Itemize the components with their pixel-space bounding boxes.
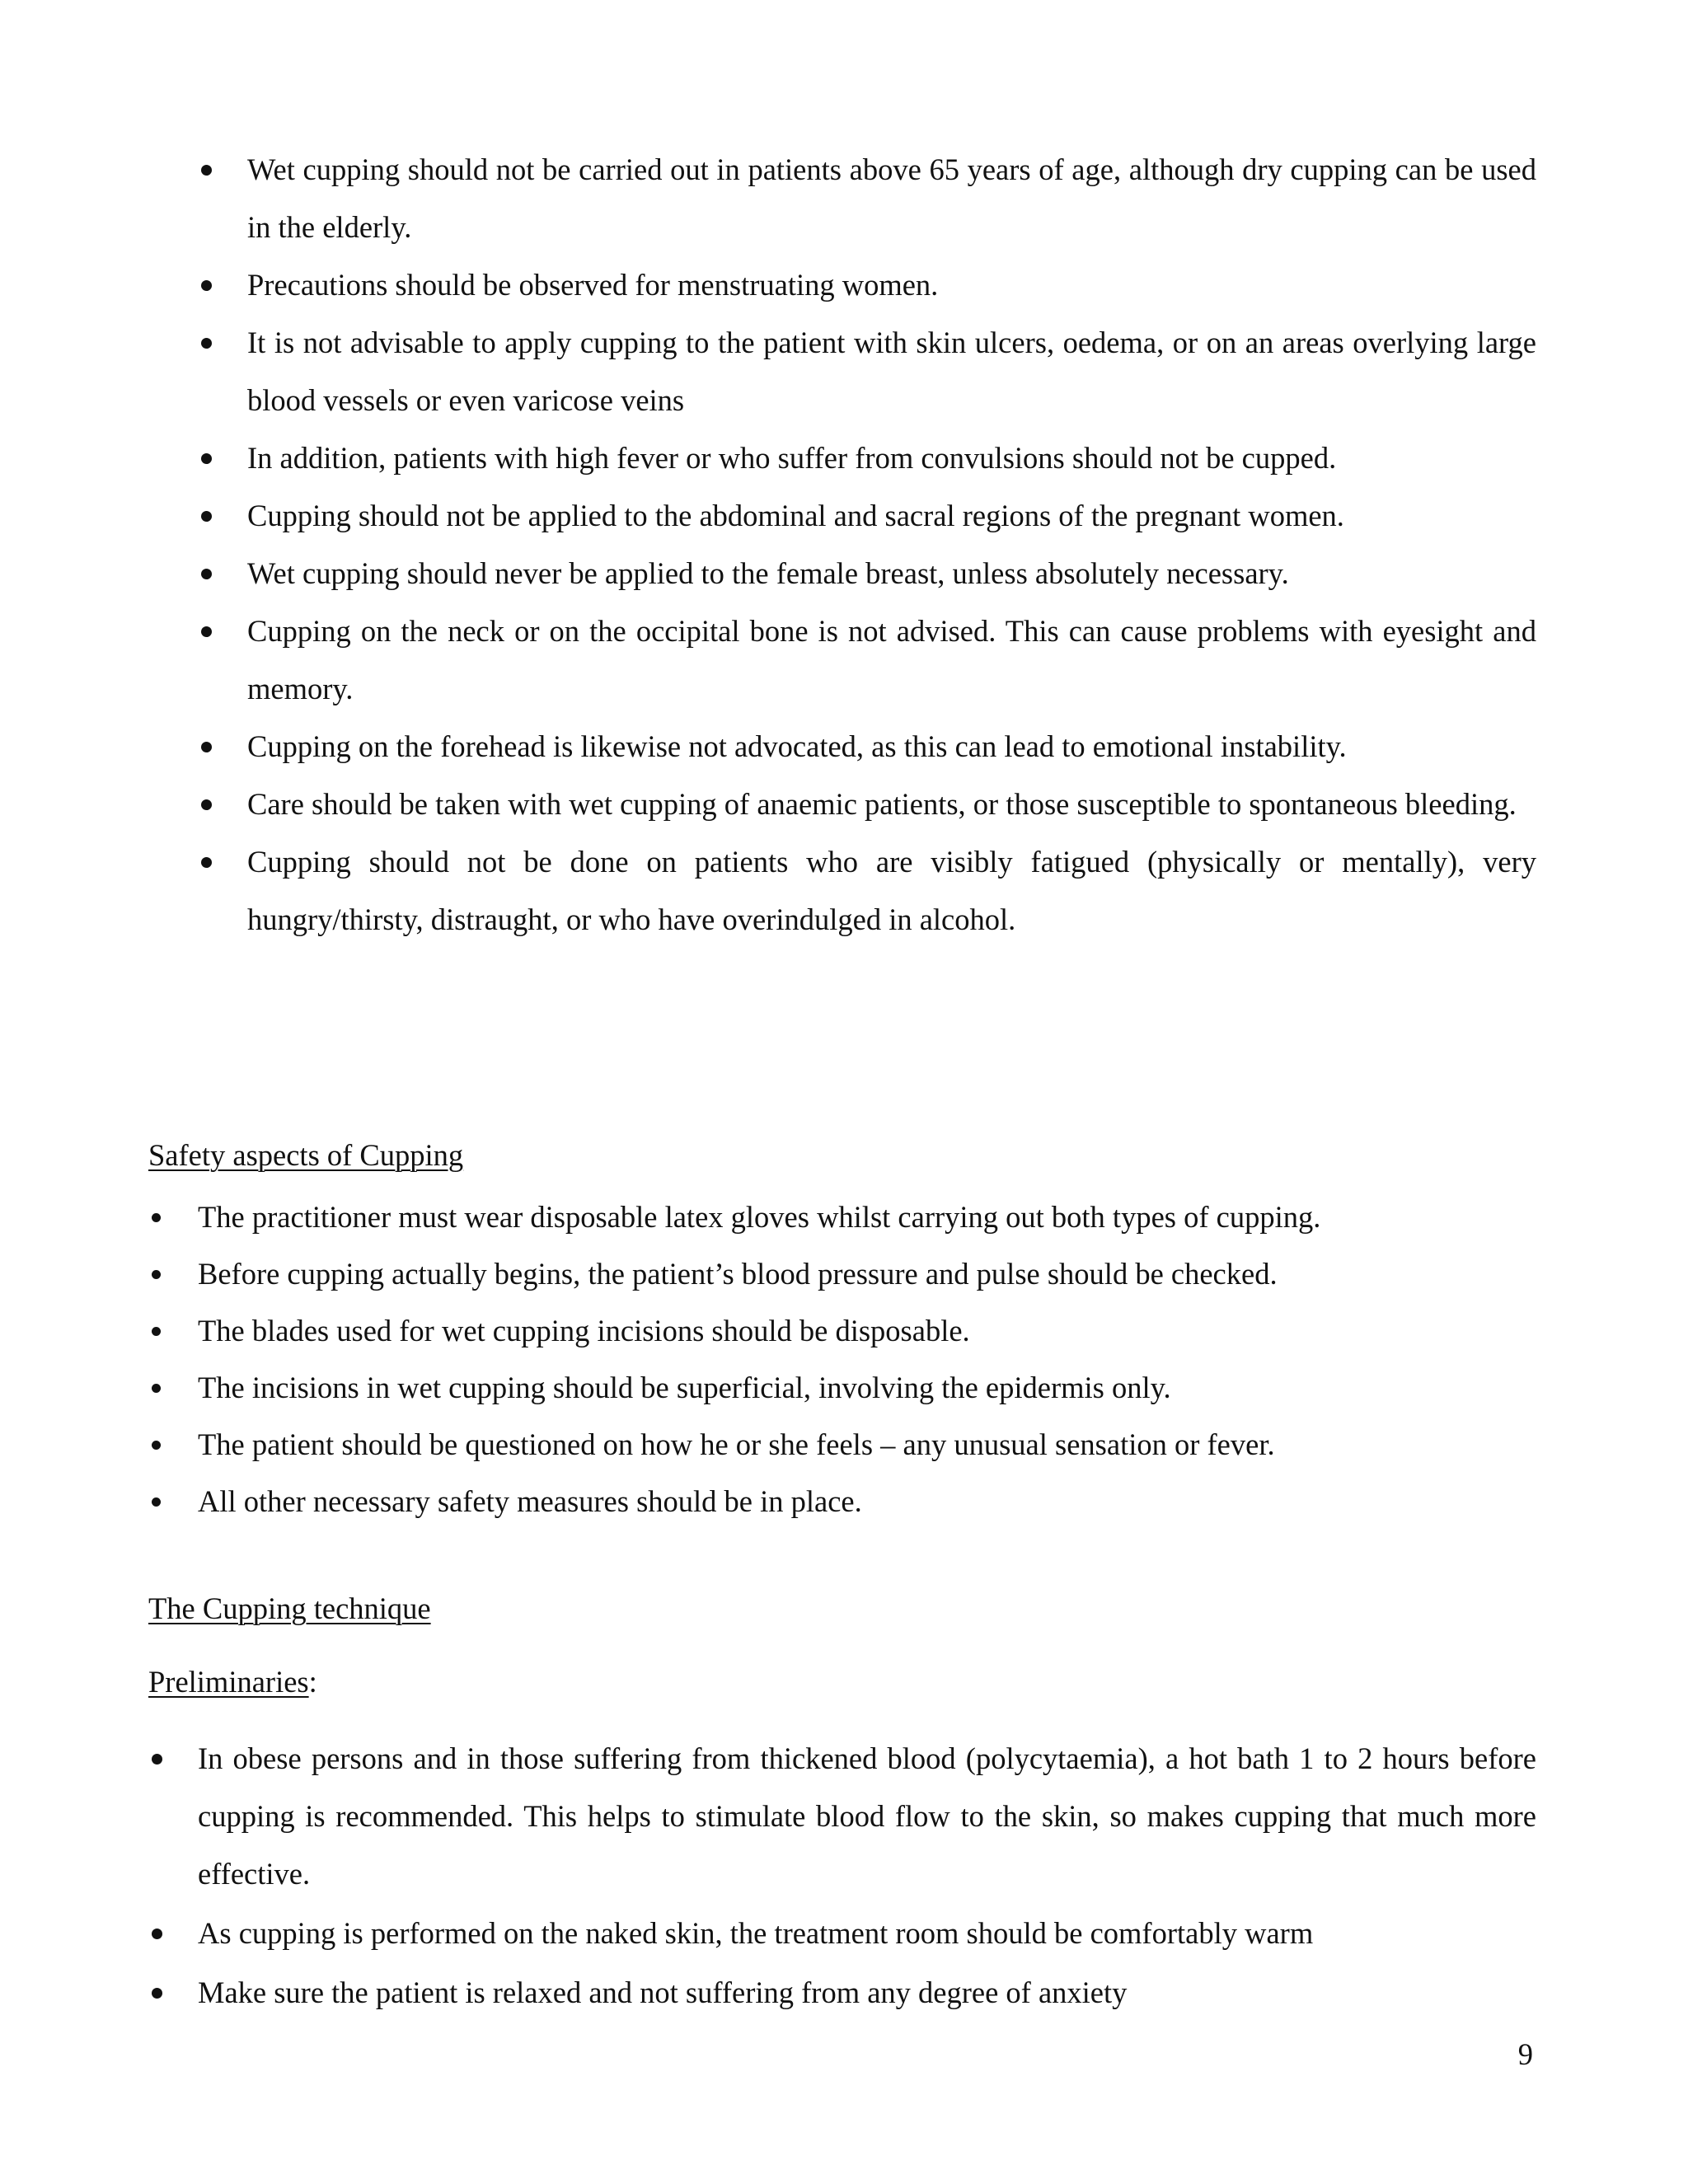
bullet-icon [201,453,212,464]
list-item: It is not advisable to apply cupping to the patient with skin ulcers, oedema, or on an areas overlying large blood vessels or even varicose veins [247,314,1536,429]
bullet-icon [201,626,212,637]
list-item: The patient should be questioned on how he or she feels – any unusual sensation or fever. [198,1416,1536,1473]
list-item: Care should be taken with wet cupping of anaemic patients, or those susceptible to spontaneous bleeding. [247,776,1536,833]
preliminaries-list [198,1730,1536,2022]
list-item: Cupping on the forehead is likewise not advocated, as this can lead to emotional instability. [247,718,1536,776]
list-item: All other necessary safety measures should be in place. [198,1473,1536,1530]
list-item: Before cupping actually begins, the patient’s blood pressure and pulse should be checked. [198,1245,1536,1302]
section-heading-technique: The Cupping technique [148,1591,431,1625]
bullet-icon [201,511,212,522]
list-item: Cupping should not be applied to the abdominal and sacral regions of the pregnant women. [247,487,1536,545]
bullet-icon [201,280,212,291]
contraindications-list [247,141,1536,949]
bullet-icon [201,165,212,176]
list-item: Precautions should be observed for menstruating women. [247,256,1536,314]
bullet-icon [201,857,212,868]
list-item: Make sure the patient is relaxed and not suffering from any degree of anxiety [198,1964,1536,2022]
list-item: Wet cupping should never be applied to the female breast, unless absolutely necessary. [247,545,1536,602]
list-item: The incisions in wet cupping should be superficial, involving the epidermis only. [198,1359,1536,1416]
safety-list [198,1188,1536,1530]
bullet-icon [152,1270,161,1279]
bullet-icon [201,742,212,752]
bullet-icon [152,1327,161,1336]
subsection-heading-preliminaries: Preliminaries: [148,1665,317,1699]
bullet-icon [152,1497,161,1507]
bullet-icon [152,1988,162,1999]
bullet-icon [152,1929,162,1939]
list-item: In addition, patients with high fever or who suffer from convulsions should not be cupped. [247,429,1536,487]
bullet-icon [201,799,212,810]
bullet-icon [152,1384,161,1393]
bullet-icon [201,338,212,349]
list-item: Wet cupping should not be carried out in patients above 65 years of age, although dry cupping can be used in the elderly. [247,141,1536,256]
bullet-icon [152,1754,162,1765]
bullet-icon [152,1441,161,1450]
list-item: Cupping on the neck or on the occipital bone is not advised. This can cause problems with eyesight and memory. [247,602,1536,718]
bullet-icon [201,569,212,579]
list-item: In obese persons and in those suffering from thickened blood (polycytaemia), a hot bath 1 to 2 hours before cupping is recommended. This helps to stimulate blood flow to the skin, so makes cupping that much more effective. [198,1730,1536,1903]
list-item: The practitioner must wear disposable latex gloves whilst carrying out both types of cupping. [198,1188,1536,1245]
list-item: As cupping is performed on the naked skin, the treatment room should be comfortably warm [198,1905,1536,1962]
section-heading-safety: Safety aspects of Cupping [148,1138,464,1172]
page-number: 9 [1517,2037,1533,2071]
bullet-icon [152,1213,161,1222]
list-item: The blades used for wet cupping incisions should be disposable. [198,1302,1536,1359]
list-item: Cupping should not be done on patients who are visibly fatigued (physically or mentally), very hungry/thirsty, distraught, or who have overindulged in alcohol. [247,833,1536,949]
